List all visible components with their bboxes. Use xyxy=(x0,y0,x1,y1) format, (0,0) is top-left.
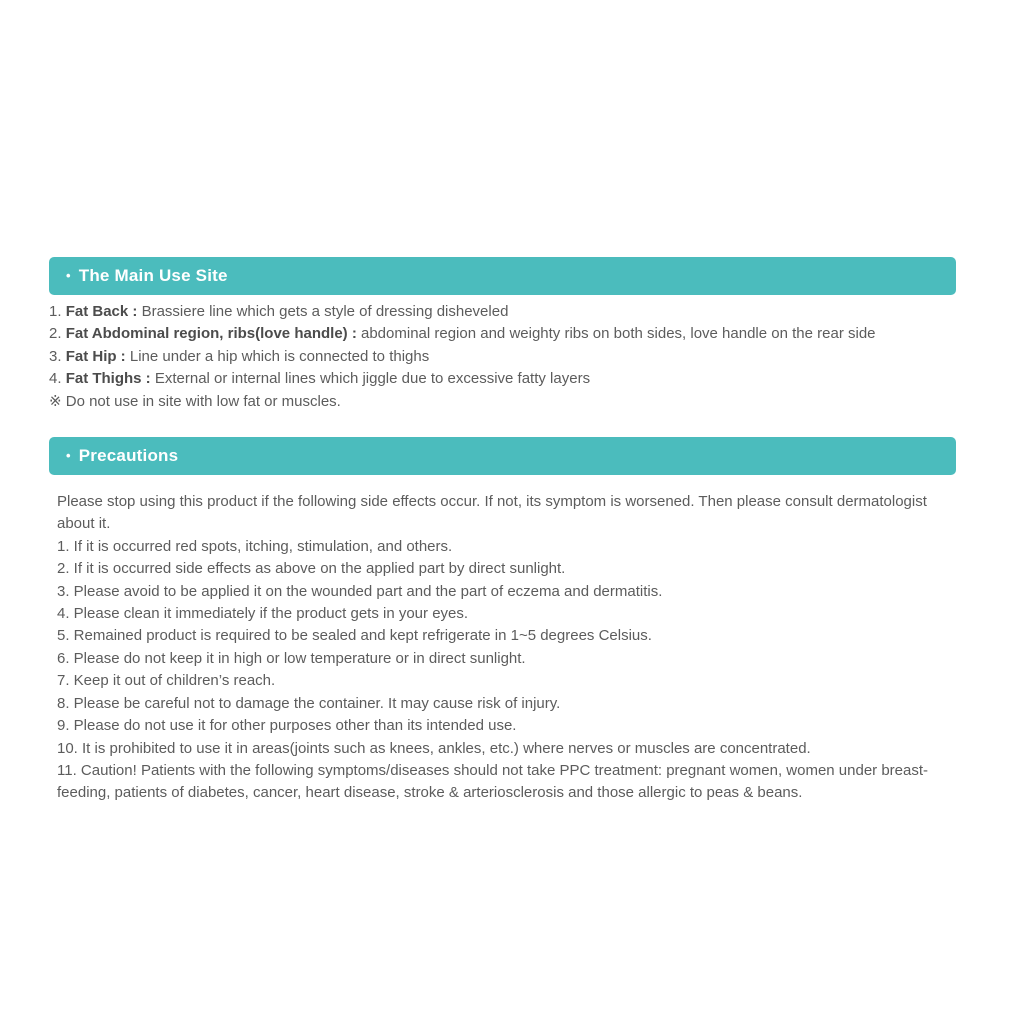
item-description: abdominal region and weighty ribs on both sides, love handle on the rear side xyxy=(361,325,876,343)
precautions-list xyxy=(49,475,956,805)
item-description: Brassiere line which gets a style of dressing disheveled xyxy=(141,303,509,320)
content-area xyxy=(49,257,956,805)
use-site-item-4 xyxy=(49,368,956,390)
main-use-site-list xyxy=(49,295,956,413)
precautions-title: Precautions xyxy=(78,446,179,466)
precaution-item-6: 6. Please do not keep it in high or low temperature or in direct sunlight. xyxy=(57,649,526,667)
use-site-item-1 xyxy=(49,301,956,323)
item-description: Line under a hip which is connected to thighs xyxy=(129,347,430,365)
precaution-item-3: 3. Please avoid to be applied it on the wounded part and the part of eczema and dermatitis. xyxy=(57,582,663,600)
precautions-header xyxy=(49,437,956,475)
item-number: 4. xyxy=(49,370,62,388)
precaution-item-5: 5. Remained product is required to be sealed and kept refrigerate in 1~5 degrees Celsius. xyxy=(57,627,652,645)
item-number: 1. xyxy=(49,303,62,320)
precaution-item-2: 2. If it is occurred side effects as above on the applied part by direct sunlight. xyxy=(57,560,566,578)
item-label: Fat Abdominal region, ribs(love handle) : xyxy=(65,325,357,343)
item-label: Fat Back : xyxy=(65,303,138,320)
main-use-site-title: The Main Use Site xyxy=(78,266,228,285)
use-site-warning-note: ※ Do not use in site with low fat or muscles. xyxy=(49,392,341,410)
precaution-item-1: 1. If it is occurred red spots, itching, stimulation, and others. xyxy=(57,537,453,555)
precaution-item-11: 11. Caution! Patients with the following symptoms/diseases should not take PPC treatment: pregnant women, women under breast-feeding, patients of diabetes, cancer, heart disease, stroke & arteriosclerosis and those allergic to peas & beans. xyxy=(57,761,929,802)
use-site-item-3 xyxy=(49,346,956,368)
item-label: Fat Hip : xyxy=(65,347,126,365)
item-number: 3. xyxy=(49,347,62,365)
precaution-item-9: 9. Please do not use it for other purposes other than its intended use. xyxy=(57,717,517,735)
item-description: External or internal lines which jiggle due to excessive fatty layers xyxy=(154,370,591,388)
section-bullet-icon: • xyxy=(66,267,71,283)
use-site-item-2 xyxy=(49,323,956,345)
precautions-intro: Please stop using this product if the following side effects occur. If not, its symptom is worsened. Then please consult dermatologist about it. xyxy=(57,493,927,533)
precaution-item-10: 10. It is prohibited to use it in areas(joints such as knees, ankles, etc.) where nerves or muscles are concentrated. xyxy=(57,739,811,757)
section-bullet-icon: • xyxy=(66,447,71,463)
main-use-site-header xyxy=(49,257,956,295)
item-label: Fat Thighs : xyxy=(65,370,151,388)
item-number: 2. xyxy=(49,325,62,343)
precaution-item-8: 8. Please be careful not to damage the container. It may cause risk of injury. xyxy=(57,694,561,712)
precaution-item-4: 4. Please clean it immediately if the product gets in your eyes. xyxy=(57,605,469,623)
precaution-item-7: 7. Keep it out of children’s reach. xyxy=(57,672,276,690)
